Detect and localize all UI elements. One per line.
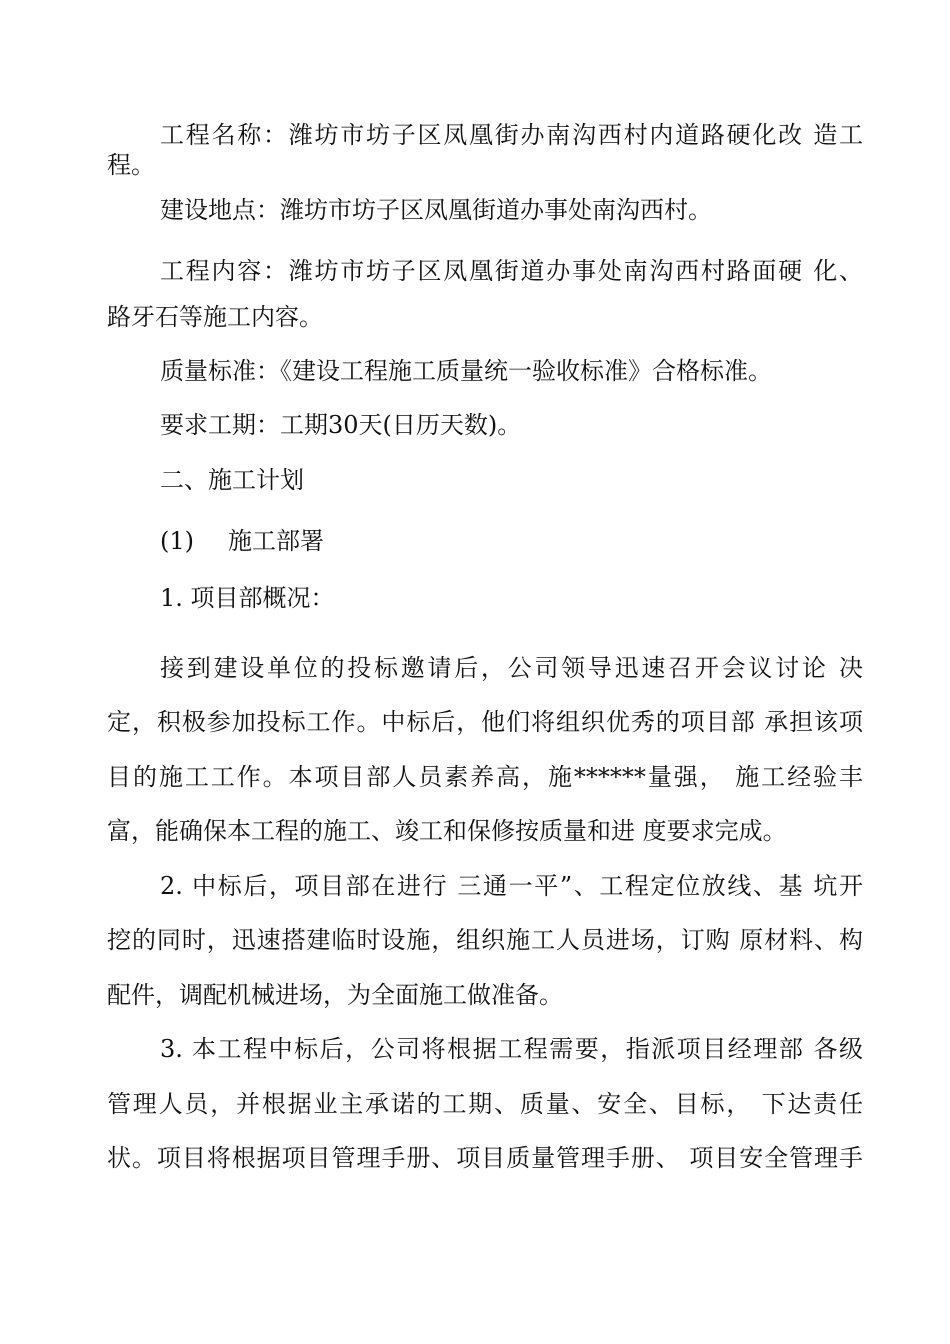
subsection-title: 施工部署 (228, 527, 324, 555)
quality-standard: 质量标准：《建设工程施工质量统一验收标准》合格标准。 (160, 357, 772, 385)
project-location: 建设地点：潍坊市坊子区凤凰街道办事处南沟西村。 (160, 196, 712, 224)
paragraph-line: 2. 中标后，项目部在进行 三通一平”、工程定位放线、基 坑开 (160, 872, 863, 900)
project-name-line-2: 程。 (107, 151, 155, 179)
item-heading: 1. 项目部概况： (160, 584, 335, 612)
paragraph-line: 富，能确保本工程的施工、竣工和保修按质量和进 度要求完成。 (107, 817, 787, 845)
paragraph-line: 接到建设单位的投标邀请后，公司领导迅速召开会议讨论 决 (160, 654, 863, 682)
paragraph-line: 定，积极参加投标工作。中标后，他们将组织优秀的项目部 承担该项 (107, 708, 863, 736)
paragraph-line: 挖的同时，迅速搭建临时设施，组织施工人员进场，订购 原材料、构 (107, 926, 863, 954)
paragraph-line: 3. 本工程中标后，公司将根据工程需要，指派项目经理部 各级 (160, 1035, 863, 1063)
section-heading: 二、施工计划 (160, 466, 304, 494)
project-content-line-2: 路牙石等施工内容。 (107, 303, 323, 331)
subsection-number: (1) (160, 527, 194, 555)
subsection-heading (160, 527, 863, 556)
paragraph-line: 管理人员，并根据业主承诺的工期、质量、安全、目标， 下达责任 (107, 1090, 863, 1118)
paragraph-line: 配件，调配机械进场，为全面施工做准备。 (107, 981, 563, 1009)
required-period: 要求工期：工期30天(日历天数)。 (160, 411, 522, 439)
project-content-line-1: 工程内容：潍坊市坊子区凤凰街道办事处南沟西村路面硬 化、 (160, 257, 863, 285)
paragraph-line: 状。项目将根据项目管理手册、项目质量管理手册、 项目安全管理手 (107, 1144, 863, 1172)
paragraph-line: 目的施工工作。本项目部人员素养高，施******量强， 施工经验丰 (107, 763, 863, 791)
project-name-line-1: 工程名称：潍坊市坊子区凤凰街办南沟西村内道路硬化改 造工 (160, 121, 863, 149)
